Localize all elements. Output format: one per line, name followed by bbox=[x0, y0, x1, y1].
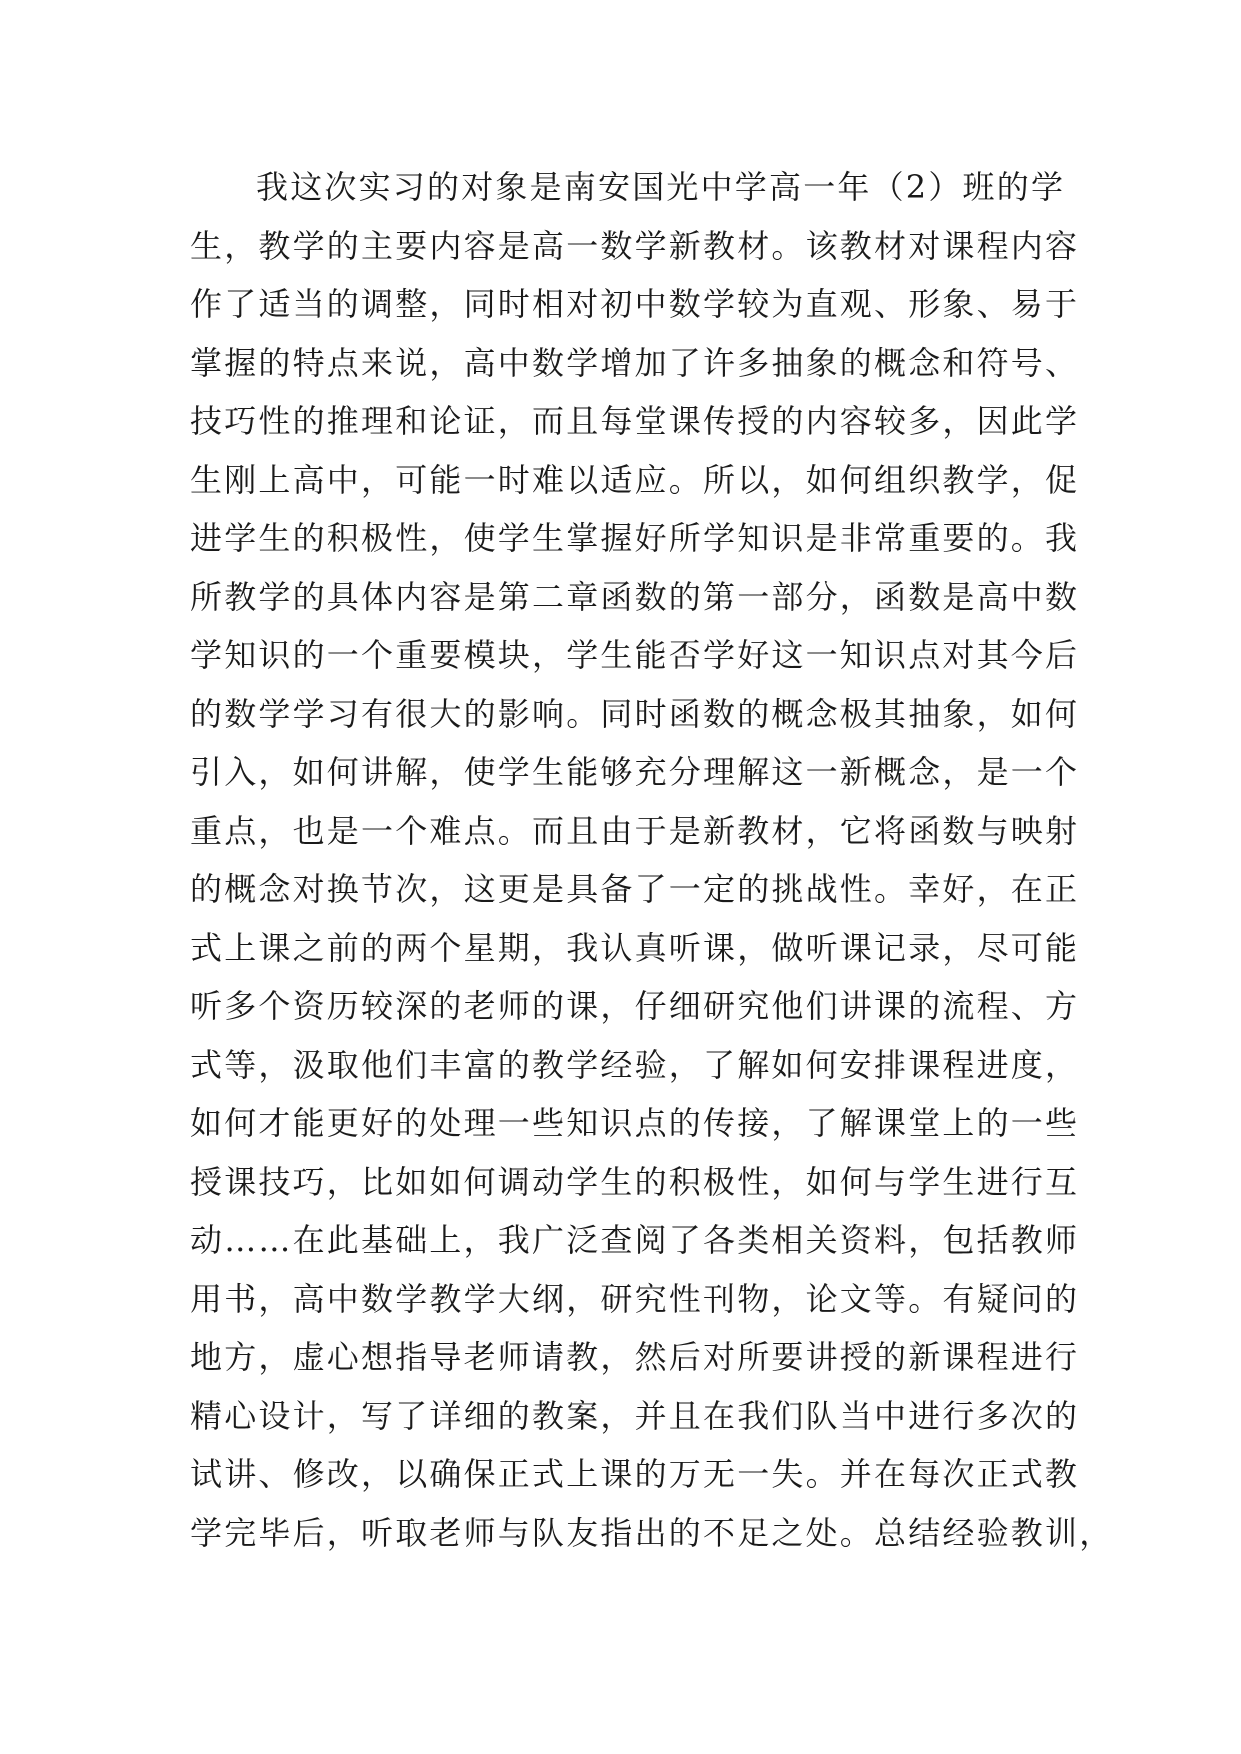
text-line: 掌握的特点来说，高中数学增加了许多抽象的概念和符号、 bbox=[190, 343, 1080, 382]
text-line: 式等，汲取他们丰富的教学经验，了解如何安排课程进度， bbox=[190, 1045, 1080, 1084]
text-line: 技巧性的推理和论证，而且每堂课传授的内容较多，因此学 bbox=[190, 402, 1080, 440]
text-line: 精心设计，写了详细的教案，并且在我们队当中进行多次的 bbox=[190, 1396, 1080, 1435]
text-line: 重点，也是一个难点。而且由于是新教材，它将函数与映射 bbox=[190, 811, 1080, 850]
text-line: 试讲、修改，以确保正式上课的万无一失。并在每次正式教 bbox=[190, 1455, 1080, 1493]
text-line: 所教学的具体内容是第二章函数的第一部分，函数是高中数 bbox=[190, 577, 1080, 616]
text-line: 生刚上高中，可能一时难以适应。所以，如何组织教学，促 bbox=[190, 460, 1080, 499]
text-line: 用书，高中数学教学大纲，研究性刊物，论文等。有疑问的 bbox=[190, 1279, 1080, 1318]
body-paragraph bbox=[190, 158, 1114, 1562]
text-line: 的数学学习有很大的影响。同时函数的概念极其抽象，如何 bbox=[190, 694, 1080, 733]
text-line: 式上课之前的两个星期，我认真听课，做听课记录，尽可能 bbox=[190, 928, 1080, 967]
text-line: 学完毕后，听取老师与队友指出的不足之处。总结经验教训， bbox=[190, 1513, 1114, 1552]
text-line: 进学生的积极性，使学生掌握好所学知识是非常重要的。我 bbox=[190, 519, 1080, 557]
text-line: 如何才能更好的处理一些知识点的传接，了解课堂上的一些 bbox=[190, 1104, 1080, 1142]
text-line: 听多个资历较深的老师的课，仔细研究他们讲课的流程、方 bbox=[190, 987, 1080, 1025]
text-line: 作了适当的调整，同时相对初中数学较为直观、形象、易于 bbox=[190, 285, 1080, 323]
text-line: 学知识的一个重要模块，学生能否学好这一知识点对其今后 bbox=[190, 636, 1080, 674]
text-line: 动……在此基础上，我广泛查阅了各类相关资料，包括教师 bbox=[190, 1221, 1080, 1259]
text-line: 我这次实习的对象是南安国光中学高一年（2）班的学 bbox=[256, 168, 1066, 206]
text-line: 生，教学的主要内容是高一数学新教材。该教材对课程内容 bbox=[190, 226, 1080, 265]
text-line: 地方，虚心想指导老师请教，然后对所要讲授的新课程进行 bbox=[190, 1338, 1080, 1376]
text-line: 的概念对换节次，这更是具备了一定的挑战性。幸好，在正 bbox=[190, 870, 1080, 908]
text-line: 授课技巧，比如如何调动学生的积极性，如何与学生进行互 bbox=[190, 1162, 1080, 1201]
text-line: 引入，如何讲解，使学生能够充分理解这一新概念，是一个 bbox=[190, 753, 1080, 791]
